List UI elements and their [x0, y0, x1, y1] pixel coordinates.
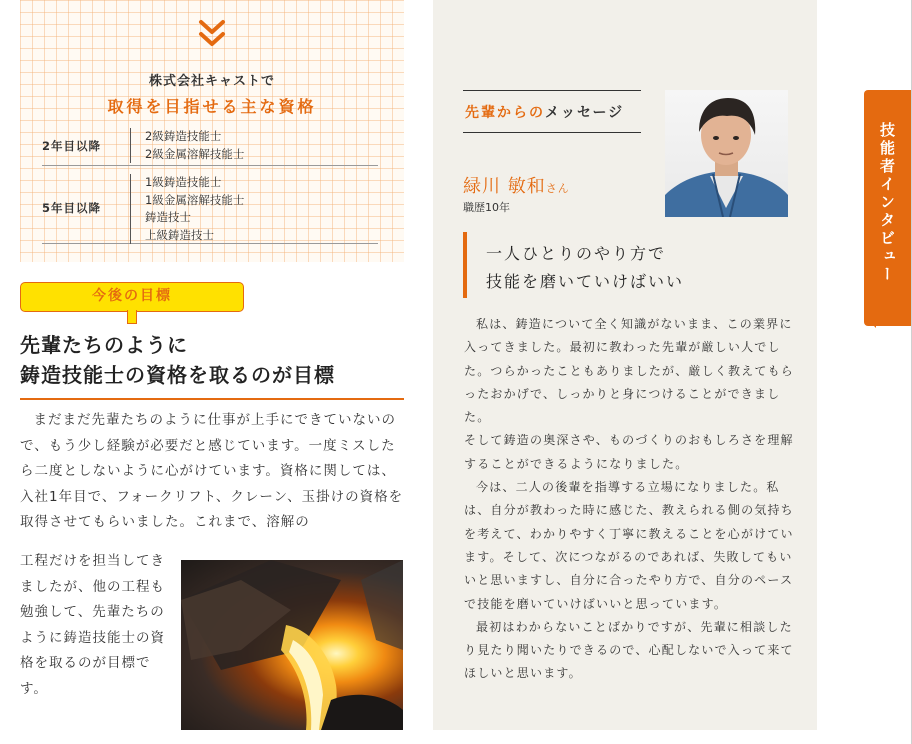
- interview-body: [464, 313, 800, 686]
- qualification-list: [130, 128, 244, 163]
- person-name: [463, 172, 570, 198]
- goal-body: まだまだ先輩たちのように仕事が上手にできていないので、もう少し経験が必要だと感じています。一度ミスしたら二度としないように心がけています。資格に関しては、入社1年目で、フォークリフト、クレーン、玉掛けの資格を取得させてもらいました。これまで、溶解の: [20, 412, 404, 530]
- qualification-item: 上級鋳造技士: [145, 227, 214, 242]
- goal-heading: [20, 330, 404, 400]
- qualification-item: 鋳造技士: [145, 210, 191, 224]
- qualification-list: [130, 174, 244, 244]
- qualification-item: 2級鋳造技能士: [145, 129, 222, 143]
- interview-paragraph: 最初はわからないことばかりですが、先輩に相談したり見たり聞いたりできるので、心配しないで入って来てほしいと思います。: [464, 619, 794, 681]
- goal-heading-line: 鋳造技能士の資格を取るのが目標: [20, 363, 335, 387]
- portrait-photo: [665, 90, 788, 217]
- goal-body-continued: 工程だけを担当してきましたが、他の工程も勉強して、先輩たちのように鋳造技能士の資格を取るのが目標です。: [20, 553, 165, 697]
- divider: [463, 90, 641, 91]
- qualification-year: 2年目以降: [42, 139, 102, 153]
- interview-paragraph: そして鋳造の奥深さや、ものづくりのおもしろさを理解することができるようになりました。: [464, 433, 794, 471]
- qualification-item: 1級鋳造技能士: [145, 175, 222, 189]
- qualification-item: 1級金属溶解技能士: [145, 192, 245, 207]
- qualification-year: 5年目以降: [42, 201, 102, 215]
- person-name-text: 緑川 敏和: [463, 176, 546, 197]
- person-portrait-illustration: [665, 90, 788, 217]
- goal-heading-line: 先輩たちのように: [20, 333, 188, 357]
- quote-line: 一人ひとりのやり方で: [486, 244, 667, 263]
- qualification-row: [42, 124, 378, 166]
- message-label-rest: メッセージ: [545, 105, 625, 121]
- goal-tag: 今後の目標: [20, 282, 244, 312]
- quote-bar: [463, 232, 467, 298]
- message-label: [465, 102, 624, 122]
- qualifications-title: 取得を目指せる主な資格: [107, 97, 317, 116]
- section-tab-notch: [864, 316, 876, 328]
- molten-metal-photo: [181, 560, 403, 730]
- honorific: さん: [545, 182, 570, 195]
- section-tab-label: 技能者インタビュー: [878, 122, 896, 284]
- molten-metal-illustration: [181, 560, 403, 730]
- double-chevron-down-icon: [198, 18, 226, 50]
- quote-heading: [486, 240, 684, 296]
- qualifications-company: 株式会社キャストで: [148, 74, 275, 89]
- divider: [463, 132, 641, 133]
- qualification-row: [42, 170, 378, 244]
- interview-paragraph: 今は、二人の後輩を指導する立場になりました。私は、自分が教わった時に感じた、教えられる側の気持ちを考えて、わかりやすく丁寧に教えることを心がけています。そして、次につながるのであれば、失敗してもいいと思いますし、自分に合ったやり方で、自分のペースで技能を磨いていけばいいと思っています。: [464, 480, 794, 611]
- interview-paragraph: 私は、鋳造について全く知識がないまま、この業界に入ってきました。最初に教わった先輩が厳しい人でした。つらかったこともありましたが、厳しく教えてもらったおかげで、しっかりと身につけることができました。: [464, 317, 795, 425]
- goal-tag-tail: [127, 310, 137, 324]
- message-label-accent: 先輩からの: [465, 105, 545, 121]
- person-career: 職歴10年: [463, 201, 510, 214]
- qualification-item: 2級金属溶解技能士: [145, 146, 245, 161]
- message-label-box: [463, 90, 641, 132]
- quote-line: 技能を磨いていけばいい: [486, 272, 685, 291]
